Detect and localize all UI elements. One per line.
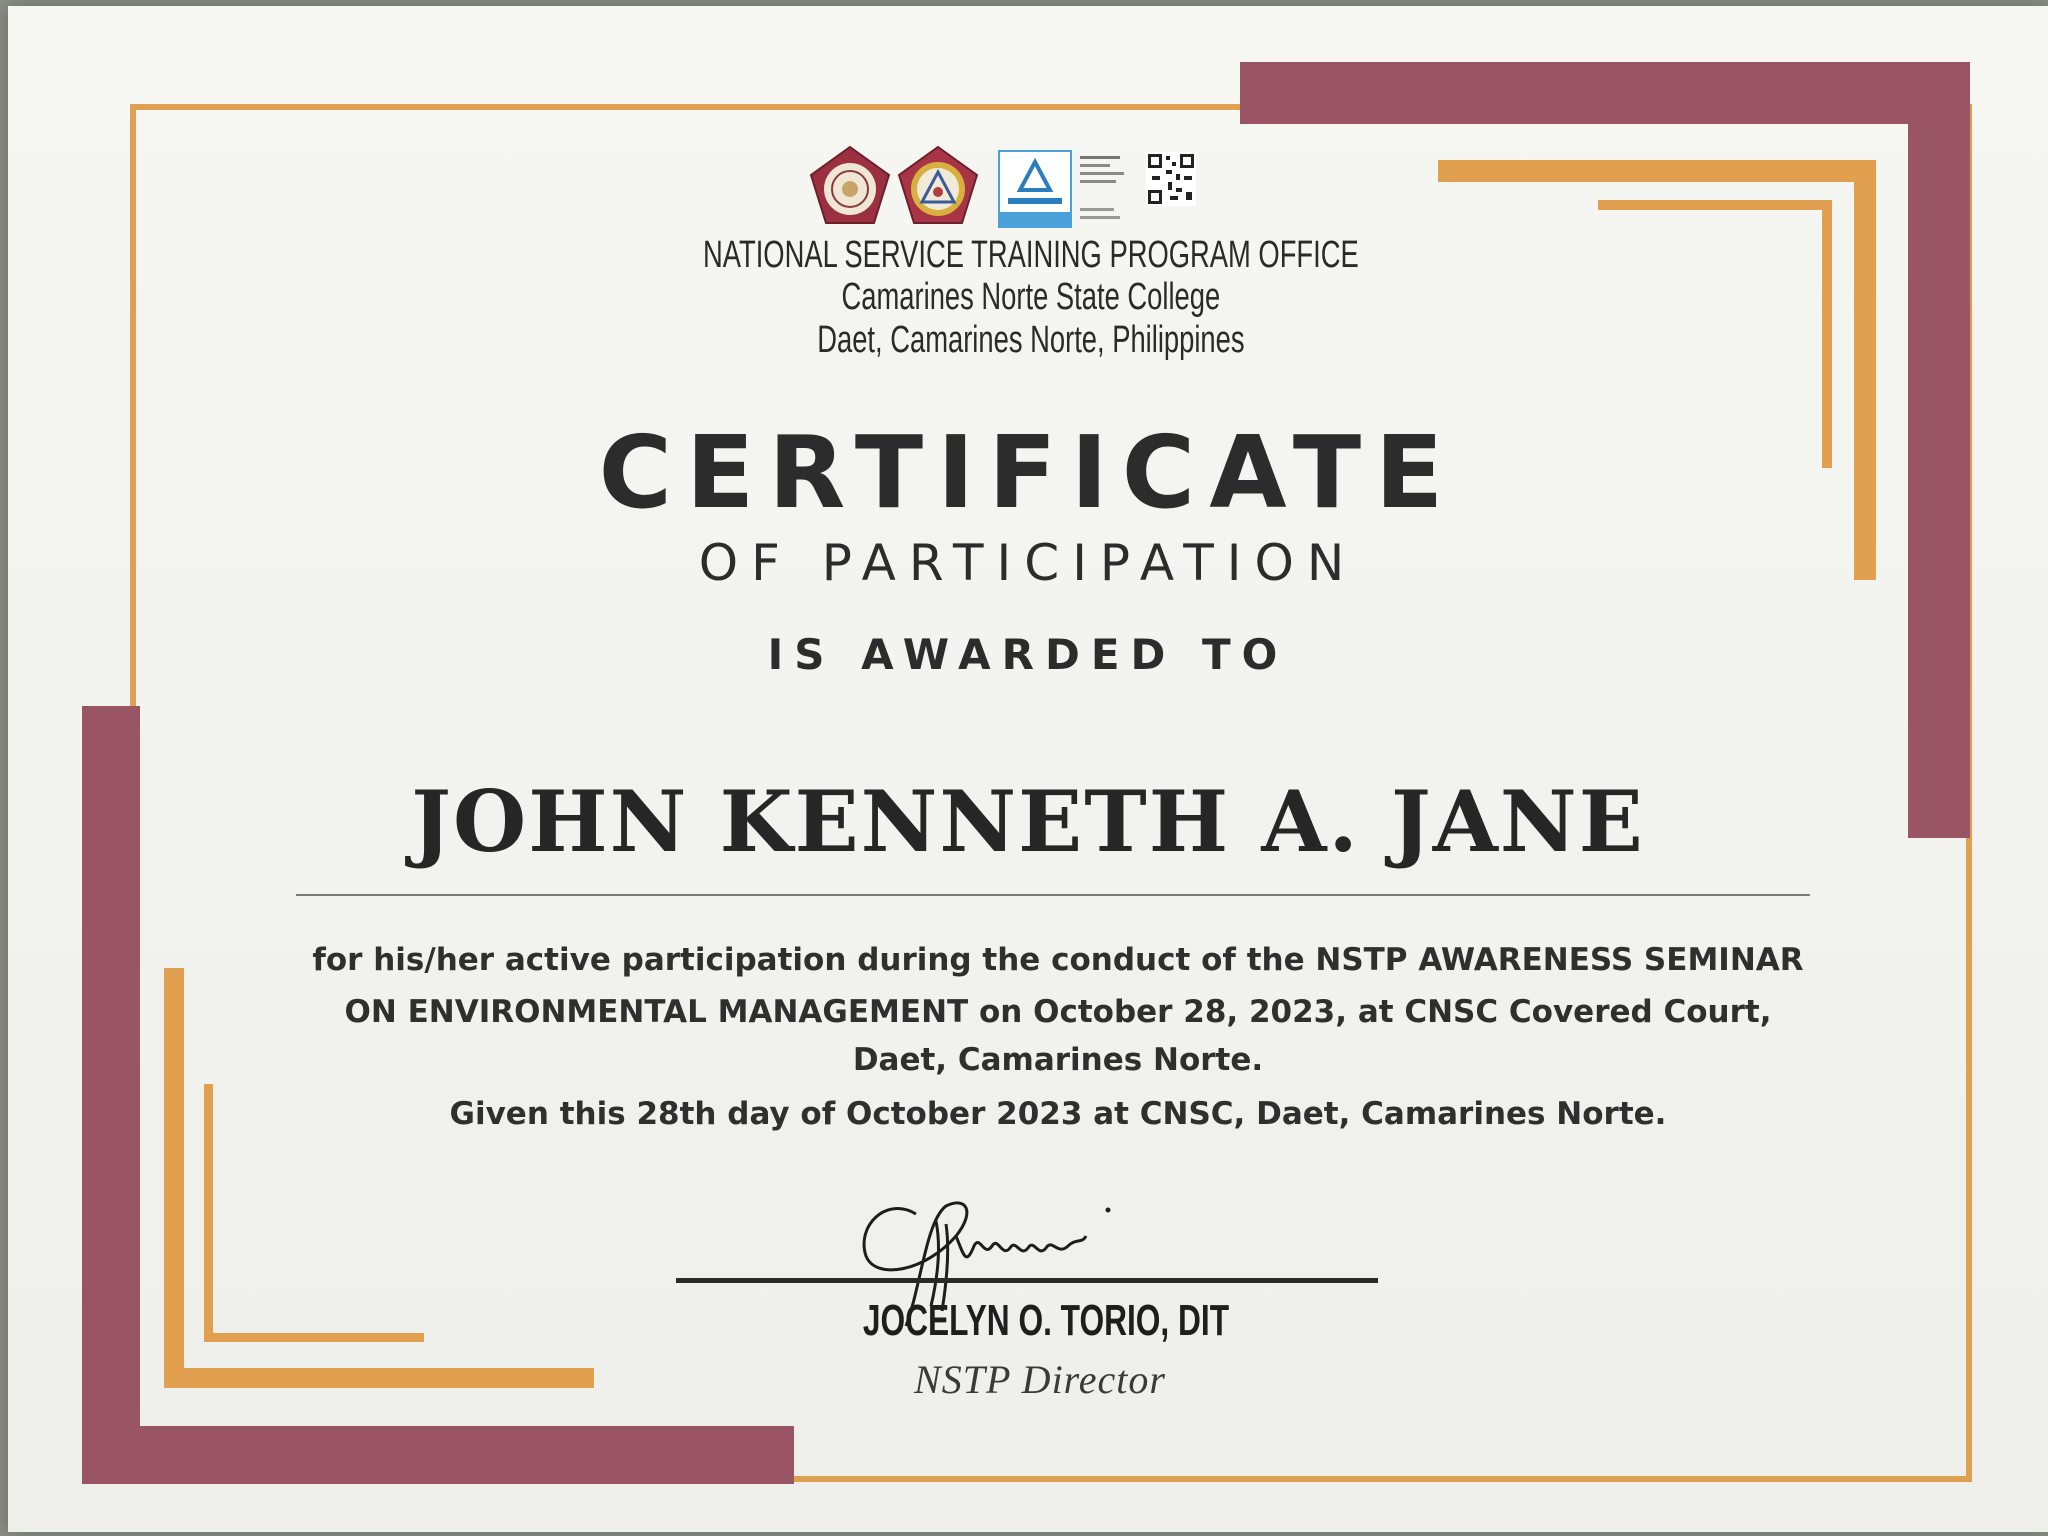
corner-bar-bottom-left-horizontal: [82, 1426, 794, 1484]
certificate-subtitle: OF PARTICIPATION: [698, 534, 1358, 592]
iso-certificate-text-block: [1078, 152, 1138, 226]
college-seal-icon: [808, 144, 892, 228]
given-date-line: Given this 28th day of October 2023 at CNSC, Daet, Camarines Norte.: [449, 1096, 1667, 1132]
accent-bar-top-right-inner-h: [1598, 200, 1832, 210]
logo-row: [808, 144, 1208, 234]
accent-bar-bottom-left-outer-v: [164, 968, 184, 1388]
body-line-2: ON ENVIRONMENTAL MANAGEMENT on October 28, 2023, at CNSC Covered Court,: [344, 994, 1772, 1030]
body-line-3: Daet, Camarines Norte.: [852, 1042, 1264, 1078]
corner-bar-top-right-horizontal: [1240, 62, 1970, 124]
college-name: Camarines Norte State College: [841, 276, 1221, 318]
nstp-seal-icon: [896, 144, 980, 228]
signature-line: [676, 1278, 1378, 1283]
recipient-name: JOHN KENNETH A. JANE: [411, 772, 1645, 871]
qr-code-icon: [1146, 152, 1196, 206]
signatory-title: NSTP Director: [914, 1357, 1166, 1402]
accent-bar-bottom-left-inner-v: [204, 1084, 213, 1342]
tuv-certification-badge: [998, 150, 1072, 228]
signatory-name: JOCELYN O. TORIO, DIT: [862, 1296, 1230, 1345]
accent-bar-top-right-outer-h: [1438, 160, 1876, 182]
office-name: NATIONAL SERVICE TRAINING PROGRAM OFFICE: [703, 234, 1359, 276]
certificate-title: CERTIFICATE: [598, 414, 1458, 531]
body-line-1: for his/her active participation during the conduct of the NSTP AWARENESS SEMINAR: [312, 942, 1804, 978]
recipient-underline: [296, 894, 1810, 896]
certificate-sheet: [8, 6, 2048, 1532]
awarded-to-label: IS AWARDED TO: [767, 630, 1289, 679]
college-location: Daet, Camarines Norte, Philippines: [817, 319, 1245, 361]
